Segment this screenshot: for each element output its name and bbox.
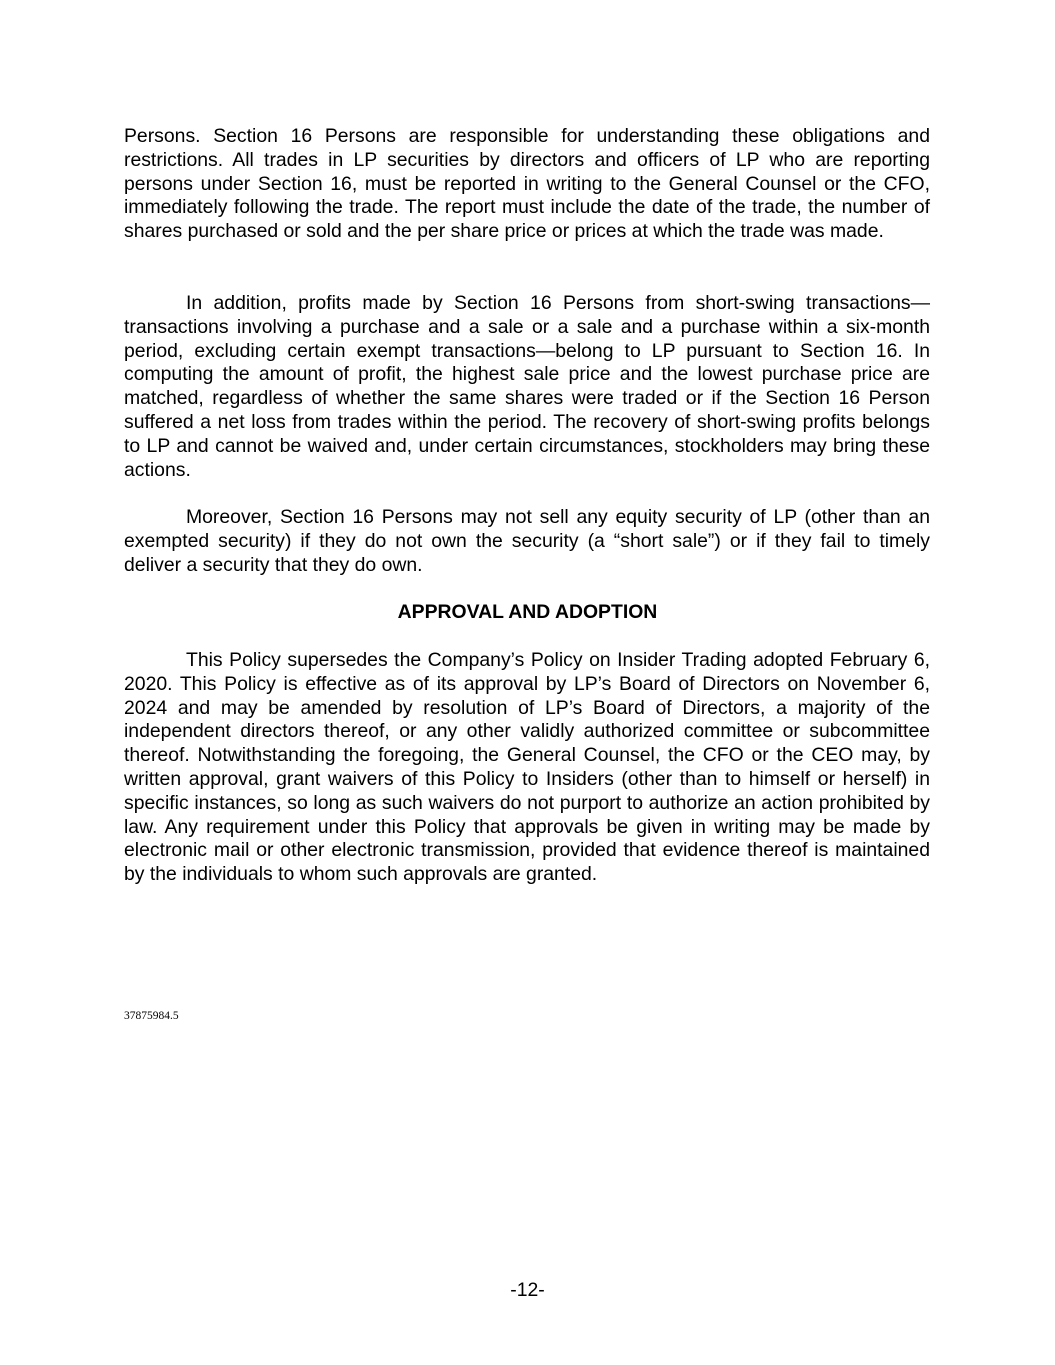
document-id: 37875984.5: [124, 1010, 179, 1022]
page-number: -12-: [510, 1279, 545, 1301]
paragraph-short-sale: Moreover, Section 16 Persons may not sell any equity security of LP (other than an exempted security) if they do not own the security (a “short sale”) or if they fail to timely deliver a security that they do own.: [124, 506, 930, 576]
paragraph-approval-adoption: This Policy supersedes the Company’s Policy on Insider Trading adopted February 6, 2020. This Policy is effective as of its approval by LP’s Board of Directors on November 6, 2024 and may be amended by resolution of LP’s Board of Directors, a majority of the independent directors thereof, or any other validly authorized committee or subcommittee thereof. Notwithstanding the foregoing, the General Counsel, the CFO or the CEO may, by written approval, grant waivers of this Policy to Insiders (other than to himself or herself) in specific instances, so long as such waivers do not purport to authorize an action prohibited by law. Any requirement under this Policy that approvals be given in writing may be made by electronic mail or other electronic transmission, provided that evidence thereof is maintained by the individuals to whom such approvals are granted.: [124, 649, 930, 886]
section-heading-approval-adoption: APPROVAL AND ADOPTION: [397, 601, 658, 623]
paragraph-short-swing-profits: In addition, profits made by Section 16 Persons from short-swing transactions—transactions involving a purchase and a sale or a sale and a purchase within a six-month period, excluding certain exempt transactions—belong to LP pursuant to Section 16. In computing the amount of profit, the highest sale price and the lowest purchase price are matched, regardless of whether the same shares were traded or if the Section 16 Person suffered a net loss from trades within the period. The recovery of short-swing profits belongs to LP and cannot be waived and, under certain circumstances, stockholders may bring these actions.: [124, 292, 930, 481]
paragraph-section16-reporting: Persons. Section 16 Persons are responsible for understanding these obligations and restrictions. All trades in LP securities by directors and officers of LP who are reporting persons under Section 16, must be reported in writing to the General Counsel or the CFO, immediately following the trade. The report must include the date of the trade, the number of shares purchased or sold and the per share price or prices at which the trade was made.: [124, 125, 930, 243]
